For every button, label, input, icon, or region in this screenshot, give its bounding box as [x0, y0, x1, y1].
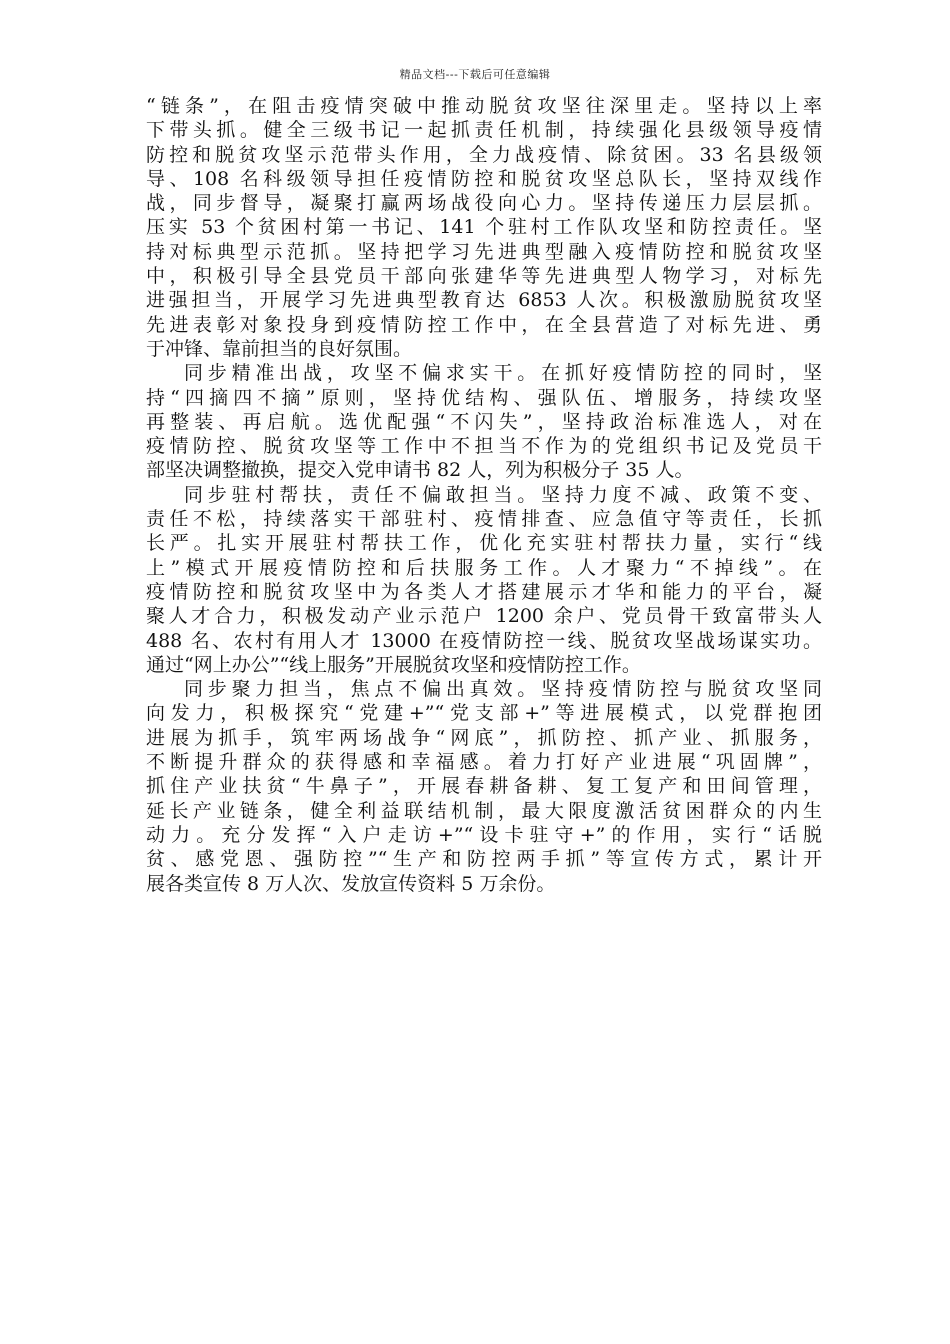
paragraph-first-line: 同步驻村帮扶，责任不偏敢担当。坚持力度不减、政策不变、	[184, 483, 822, 506]
text-line: 中，积极引导全县党员干部向张建华等先进典型人物学习，对标先	[146, 265, 822, 288]
text-line: 聚人才合力，积极发动产业示范户 1200 余户、党员骨干致富带头人	[146, 605, 822, 628]
text-line: 进展为抓手，筑牢两场战争“网底”，抓防控、抓产业、抓服务，	[146, 726, 822, 749]
text-line: 疫情防控、脱贫攻坚等工作中不担当不作为的党组织书记及党员干	[146, 435, 822, 458]
text-line: 向发力，积极探究“党建+”“党支部+”等进展模式，以党群抱团	[146, 702, 822, 725]
text-line: 先进表彰对象投身到疫情防控工作中，在全县营造了对标先进、勇	[146, 313, 822, 336]
text-line: 488 名、农村有用人才 13000 在疫情防控一线、脱贫攻坚战场谋实功。	[146, 629, 822, 652]
text-line: 疫情防控和脱贫攻坚中为各类人才搭建展示才华和能力的平台，凝	[146, 580, 822, 603]
text-line: 再整装、再启航。选优配强“不闪失”，坚持政治标准选人，对在	[146, 410, 822, 433]
text-line: 压实 53 个贫困村第一书记、141 个驻村工作队攻坚和防控责任。坚	[146, 216, 822, 239]
text-line: 防控和脱贫攻坚示范带头作用，全力战疫情、除贫困。33 名县级领	[146, 143, 822, 166]
text-line: 持对标典型示范抓。坚持把学习先进典型融入疫情防控和脱贫攻坚	[146, 240, 822, 263]
text-line: 抓住产业扶贫“牛鼻子”，开展春耕备耕、复工复产和田间管理，	[146, 775, 822, 798]
text-line: “链条”，在阻击疫情突破中推动脱贫攻坚往深里走。坚持以上率	[146, 95, 822, 117]
page-header: 精品文档---下载后可任意编辑	[399, 68, 551, 81]
text-line: 下带头抓。健全三级书记一起抓责任机制，持续强化县级领导疫情	[146, 119, 822, 142]
text-line: 于冲锋、靠前担当的良好氛围。	[146, 337, 413, 360]
paragraph-first-line: 同步精准出战，攻坚不偏求实干。在抓好疫情防控的同时，坚	[184, 362, 822, 385]
text-line: 战，同步督导，凝聚打赢两场战役向心力。坚持传递压力层层抓。	[146, 192, 822, 215]
text-line: 贫、感党恩、强防控”“生产和防控两手抓”等宣传方式，累计开	[146, 848, 822, 871]
text-line: 通过“网上办公”“线上服务”开展脱贫攻坚和疫情防控工作。	[146, 653, 641, 676]
text-line: 持“四摘四不摘”原则，坚持优结构、强队伍、增服务，持续攻坚	[146, 386, 822, 409]
text-line: 进强担当，开展学习先进典型教育达 6853 人次。积极激励脱贫攻坚	[146, 289, 822, 312]
text-line: 长严。扎实开展驻村帮扶工作，优化充实驻村帮扶力量，实行“线	[146, 532, 822, 555]
text-line: 延长产业链条，健全利益联结机制，最大限度激活贫困群众的内生	[146, 799, 822, 822]
document-body	[146, 94, 822, 896]
text-line: 不断提升群众的获得感和幸福感。着力打好产业进展“巩固牌”，	[146, 751, 822, 774]
text-line: 导、108 名科级领导担任疫情防控和脱贫攻坚总队长，坚持双线作	[146, 167, 822, 190]
text-line: 展各类宣传 8 万人次、发放宣传资料 5 万余份。	[146, 872, 556, 895]
paragraph-first-line: 同步聚力担当，焦点不偏出真效。坚持疫情防控与脱贫攻坚同	[184, 678, 822, 701]
text-line: 责任不松，持续落实干部驻村、疫情排查、应急值守等责任，长抓	[146, 508, 822, 531]
text-line: 动力。充分发挥“入户走访+”“设卡驻守+”的作用，实行“话脱	[146, 823, 822, 846]
text-line: 部坚决调整撤换，提交入党申请书 82 人，列为积极分子 35 人。	[146, 459, 694, 482]
text-line: 上”模式开展疫情防控和后扶服务工作。人才聚力“不掉线”。在	[146, 556, 822, 579]
